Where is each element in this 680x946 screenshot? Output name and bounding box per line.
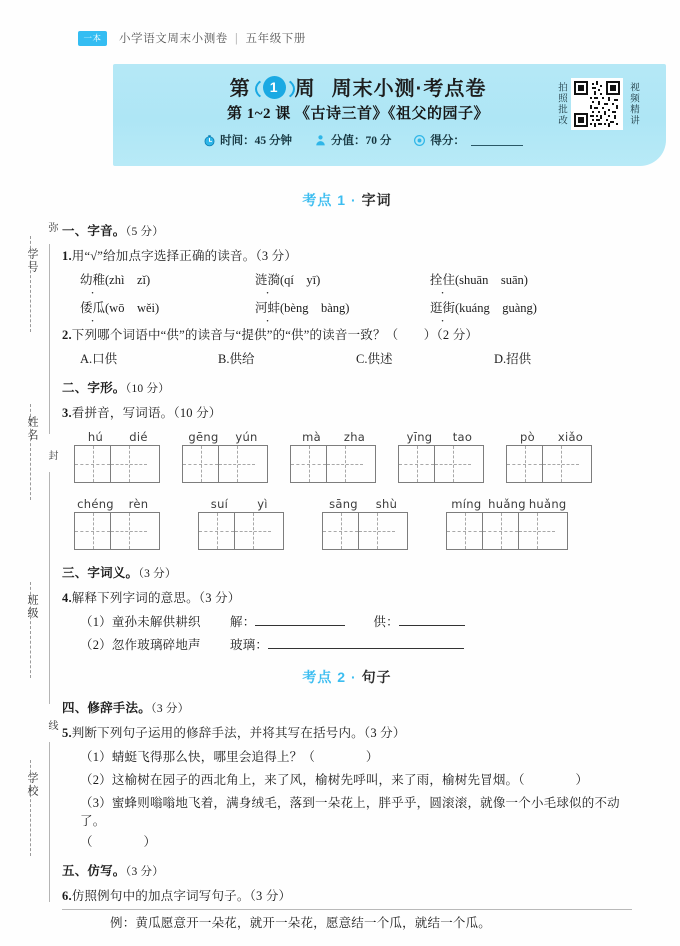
part-5-heading xyxy=(62,861,632,879)
tianzige-grid[interactable] xyxy=(446,512,568,550)
margin-field-class: 班级 xyxy=(26,594,38,620)
question-2-number: 2. xyxy=(62,328,72,342)
write-cell[interactable] xyxy=(507,446,543,482)
part-5-points: （3 分） xyxy=(125,866,164,878)
write-cell[interactable] xyxy=(219,446,255,482)
write-cell[interactable] xyxy=(111,446,147,482)
question-1-text: 用“√”给加点字选择正确的读音。 xyxy=(71,249,256,263)
option-a[interactable]: A.口供 xyxy=(80,352,118,366)
pinyin-syllable: tao xyxy=(452,430,473,444)
pinyin-syllable: yì xyxy=(257,497,268,511)
writing-grid-row-1 xyxy=(74,430,632,483)
meta-score-blank xyxy=(413,132,523,148)
pinyin-hint xyxy=(74,497,160,511)
banner-title xyxy=(113,72,603,101)
brand-separator: | xyxy=(234,33,239,45)
write-cell[interactable] xyxy=(323,513,359,549)
q4-item-2-label: （2）忽作玻璃碎地声 xyxy=(80,638,201,652)
write-cell[interactable] xyxy=(111,513,147,549)
writing-word-group xyxy=(398,430,484,483)
question-1 xyxy=(62,246,632,264)
exam-content xyxy=(62,186,632,931)
write-cell[interactable] xyxy=(447,513,483,549)
pinyin-syllable: sāng xyxy=(329,497,358,511)
pinyin-hint xyxy=(506,430,592,444)
question-1-points: （3 分） xyxy=(255,249,298,263)
seal-line-mid xyxy=(49,472,50,704)
section-1-number: 考点 1 xyxy=(302,192,347,208)
write-cell[interactable] xyxy=(399,446,435,482)
pinyin-options: (zhì zǐ) xyxy=(105,273,151,287)
pinyin-choice-item[interactable] xyxy=(255,298,430,316)
tianzige-grid[interactable] xyxy=(74,445,160,483)
pinyin-options: (bèng bàng) xyxy=(280,301,350,315)
seal-line-bottom xyxy=(49,742,50,902)
banner-title-mid: 周 xyxy=(294,78,316,100)
q4-answer-blank-gong[interactable] xyxy=(399,614,465,626)
qr-code-image[interactable] xyxy=(571,78,623,130)
pinyin-hint xyxy=(322,497,408,511)
question-5-points: （3 分） xyxy=(363,726,406,740)
tianzige-grid[interactable] xyxy=(398,445,484,483)
write-cell[interactable] xyxy=(327,446,363,482)
pinyin-choice-item[interactable] xyxy=(430,298,605,316)
pinyin-word: 倭瓜 xyxy=(80,301,106,315)
question-1-number: 1. xyxy=(62,249,72,263)
write-cell[interactable] xyxy=(291,446,327,482)
part-1-heading-text: 一、字音。 xyxy=(62,224,126,238)
write-cell[interactable] xyxy=(359,513,395,549)
question-5-text: 判断下列句子运用的修辞手法，并将其写在括号内。 xyxy=(71,726,364,740)
question-6-number: 6. xyxy=(62,889,72,903)
question-4-item-1 xyxy=(80,612,632,630)
question-2 xyxy=(62,325,632,343)
writing-word-group xyxy=(446,497,568,550)
pinyin-syllable: míng xyxy=(451,497,482,511)
pinyin-syllable: huǎng xyxy=(488,497,526,511)
question-3-text: 看拼音，写词语。 xyxy=(71,406,174,420)
part-3-heading xyxy=(62,563,632,581)
pinyin-options: (kuáng guàng) xyxy=(455,301,537,315)
pinyin-choice-item[interactable] xyxy=(255,270,430,288)
part-3-heading-text: 三、字词义。 xyxy=(62,566,139,580)
question-5 xyxy=(62,723,632,741)
pinyin-word: 拴住 xyxy=(430,273,456,287)
question-4-item-2 xyxy=(80,635,632,653)
tianzige-grid[interactable] xyxy=(182,445,268,483)
q4-blank-label-gong: 供： xyxy=(373,615,399,629)
pinyin-hint xyxy=(290,430,376,444)
pinyin-hint xyxy=(198,497,284,511)
question-2-options xyxy=(80,349,632,367)
pinyin-options: (wō wěi) xyxy=(105,301,160,315)
q4-blank-label-boli: 玻璃： xyxy=(230,638,269,652)
pinyin-syllable: huǎng xyxy=(528,497,567,511)
pinyin-syllable: yīng xyxy=(406,430,433,444)
target-icon xyxy=(413,134,426,147)
pinyin-syllable: yún xyxy=(235,430,258,444)
section-2-name: 句子 xyxy=(361,669,392,685)
option-d[interactable]: D.招供 xyxy=(494,352,532,366)
write-cell[interactable] xyxy=(543,446,579,482)
pinyin-options: (shuān suān) xyxy=(455,273,528,287)
question-5-item-1[interactable]: （1）蜻蜓飞得那么快，哪里会追得上？（ ） xyxy=(80,750,379,764)
section-2-number: 考点 2 xyxy=(302,669,347,685)
writing-word-group xyxy=(74,497,160,550)
q4-answer-blank-jie[interactable] xyxy=(255,614,345,626)
pinyin-syllable: rèn xyxy=(128,497,149,511)
part-1-heading xyxy=(62,221,632,239)
page-bottom-rule xyxy=(62,909,632,910)
margin-field-name: 姓名 xyxy=(26,416,38,442)
brand-bar xyxy=(0,26,680,50)
qr-right-label: 视频精讲 xyxy=(628,82,639,126)
pinyin-syllable: zha xyxy=(343,430,366,444)
margin-field-school: 学校 xyxy=(26,772,38,798)
question-2-points: （2 分） xyxy=(436,328,479,342)
pinyin-hint xyxy=(74,430,160,444)
banner-subtitle: 第 1~2 课 《古诗三首》《祖父的园子》 xyxy=(226,106,490,122)
write-cell[interactable] xyxy=(75,446,111,482)
q4-blank-label-jie: 解： xyxy=(230,615,256,629)
left-margin-column xyxy=(0,0,62,946)
write-cell[interactable] xyxy=(235,513,271,549)
write-cell[interactable] xyxy=(483,513,519,549)
pinyin-word: 幼稚 xyxy=(80,273,106,287)
q4-answer-blank-boli[interactable] xyxy=(268,637,464,649)
pinyin-hint xyxy=(182,430,268,444)
part-2-points: （10 分） xyxy=(125,383,170,395)
q4-item-1-label: （1）童孙未解供耕织 xyxy=(80,615,201,629)
banner-title-prefix: 第 xyxy=(229,78,251,100)
brand-title: 小学语文周末小测卷 xyxy=(119,33,228,45)
meta-score-input-label: 得分： xyxy=(430,135,465,147)
week-arc-decoration xyxy=(255,75,291,99)
writing-grid-row-2 xyxy=(74,497,632,550)
question-6-example: 例：黄瓜愿意开一朵花，就开一朵花，愿意结一个瓜，就结一个瓜。 xyxy=(110,916,492,930)
writing-word-group xyxy=(322,497,408,550)
writing-word-group xyxy=(198,497,284,550)
question-5-item-2[interactable]: （2）这榆树在园子的西北角上，来了风，榆树先呼叫，来了雨，榆树先冒烟。（ ） xyxy=(80,773,589,787)
question-4-text: 解释下列字词的意思。 xyxy=(71,591,199,605)
week-number-badge: 1 xyxy=(263,76,286,99)
pinyin-syllable: xiǎo xyxy=(557,430,584,444)
brand-grade: 五年级下册 xyxy=(245,33,306,45)
part-3-points: （3 分） xyxy=(138,568,177,580)
pinyin-word: 河蚌 xyxy=(255,301,281,315)
question-5-number: 5. xyxy=(62,726,72,740)
writing-word-group xyxy=(506,430,592,483)
question-4 xyxy=(62,588,632,606)
exam-header-banner xyxy=(113,64,666,166)
writing-word-group xyxy=(182,430,268,483)
part-2-heading xyxy=(62,378,632,396)
brand-title-wrap xyxy=(119,30,306,46)
person-score-icon xyxy=(314,134,327,147)
question-3 xyxy=(62,403,632,421)
banner-meta-row xyxy=(113,132,613,148)
seal-line-top xyxy=(49,244,50,434)
question-2-text: 下列哪个词语中“供”的读音与“提供”的“供”的读音一致？（ ） xyxy=(71,328,437,342)
option-c[interactable]: C.供述 xyxy=(356,352,393,366)
question-4-number: 4. xyxy=(62,591,72,605)
meta-score-label: 分值：70 分 xyxy=(331,135,392,147)
option-b[interactable]: B.供给 xyxy=(218,352,255,366)
section-header-2: 考点 2 · 句子 xyxy=(302,669,392,685)
seal-mark-1: 弥 xyxy=(46,222,57,232)
pinyin-syllable: mà xyxy=(302,430,321,444)
write-cell[interactable] xyxy=(519,513,555,549)
write-cell[interactable] xyxy=(435,446,471,482)
part-1-points: （5 分） xyxy=(125,226,164,238)
writing-word-group xyxy=(290,430,376,483)
question-3-number: 3. xyxy=(62,406,72,420)
pinyin-syllable: pò xyxy=(520,430,535,444)
pinyin-syllable: hú xyxy=(87,430,104,444)
seal-mark-3: 线 xyxy=(46,720,57,730)
tianzige-grid[interactable] xyxy=(198,512,284,550)
pinyin-options: (qí yī) xyxy=(280,273,321,287)
pinyin-word: 逛街 xyxy=(430,301,456,315)
pinyin-hint xyxy=(398,430,484,444)
question-4-points: （3 分） xyxy=(198,591,241,605)
section-header-1: 考点 1 · 字词 xyxy=(302,192,392,208)
meta-score-total xyxy=(314,132,391,148)
seal-mark-2: 封 xyxy=(46,450,57,460)
pinyin-syllable: suí xyxy=(210,497,229,511)
question-6-points: （3 分） xyxy=(249,889,292,903)
qr-block[interactable] xyxy=(554,78,640,130)
pinyin-choice-row-1 xyxy=(80,270,632,288)
tianzige-grid[interactable] xyxy=(322,512,408,550)
part-2-heading-text: 二、字形。 xyxy=(62,381,126,395)
score-blank-line[interactable] xyxy=(471,135,523,146)
write-cell[interactable] xyxy=(183,446,219,482)
meta-time-label: 时间：45 分钟 xyxy=(220,135,292,147)
pinyin-syllable: shù xyxy=(375,497,398,511)
part-5-heading-text: 五、仿写。 xyxy=(62,864,126,878)
tianzige-grid[interactable] xyxy=(74,512,160,550)
write-cell[interactable] xyxy=(75,513,111,549)
write-cell[interactable] xyxy=(199,513,235,549)
clock-icon xyxy=(203,134,216,147)
tianzige-grid[interactable] xyxy=(506,445,592,483)
question-5-item-3-bracket[interactable]: （ ） xyxy=(80,835,157,849)
question-6 xyxy=(62,886,632,904)
publisher-logo: 一本 xyxy=(78,31,107,46)
margin-field-student-id: 学号 xyxy=(26,248,38,274)
writing-word-group xyxy=(74,430,160,483)
pinyin-word: 涟漪 xyxy=(255,273,281,287)
pinyin-syllable: dié xyxy=(129,430,148,444)
pinyin-choice-item[interactable] xyxy=(80,270,255,288)
question-3-points: （10 分） xyxy=(173,406,222,420)
pinyin-choice-item[interactable] xyxy=(80,298,255,316)
pinyin-choice-row-2 xyxy=(80,298,632,316)
meta-time xyxy=(203,132,292,148)
part-4-points: （3 分） xyxy=(150,703,190,715)
part-4-heading-text: 四、修辞手法。 xyxy=(62,701,151,715)
pinyin-syllable: gēng xyxy=(188,430,219,444)
qr-left-label: 拍照批改 xyxy=(556,82,567,126)
part-4-heading xyxy=(62,698,632,716)
pinyin-hint xyxy=(446,497,568,511)
section-1-name: 字词 xyxy=(361,192,392,208)
banner-title-suffix: 周末小测·考点卷 xyxy=(331,78,487,100)
tianzige-grid[interactable] xyxy=(290,445,376,483)
question-5-item-3[interactable]: （3）蜜蜂则嗡嗡地飞着，满身绒毛，落到一朵花上，胖乎乎，圆滚滚，就像一个小毛球似的不动了。 xyxy=(80,796,620,828)
pinyin-choice-item[interactable] xyxy=(430,270,605,288)
pinyin-syllable: chéng xyxy=(77,497,114,511)
question-6-text: 仿照例句中的加点字词写句子。 xyxy=(71,889,250,903)
